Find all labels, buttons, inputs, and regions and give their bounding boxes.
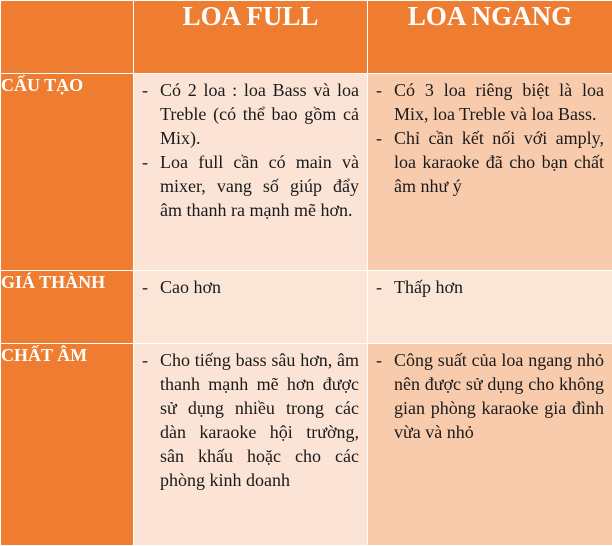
row-cau-tao [1,74,612,271]
header-corner [1,1,134,74]
list-item: - Công suất của loa ngang nhỏ nên được sử dụng cho không gian phòng karaoke gia đình vừa và nhỏ [376,348,604,444]
cell-cau-tao-full [134,74,368,271]
list-item: - Thấp hơn [376,275,604,299]
row-chat-am [1,344,612,546]
cell-chat-am-ngang [368,344,612,546]
cell-gia-thanh-ngang [368,271,612,344]
list-item: - Chỉ cần kết nối với amply, loa karaoke đã cho bạn chất âm như ý [376,126,604,198]
list-item: - Có 2 loa : loa Bass và loa Treble (có thể bao gồm cả Mix). [142,78,359,150]
list-item: - Cao hơn [142,275,359,299]
row-gia-thanh [1,271,612,344]
list-item: - Có 3 loa riêng biệt là loa Mix, loa Treble và loa Bass. [376,78,604,126]
header-row [1,1,612,74]
row-label-cau-tao: CẤU TẠO [1,74,134,271]
cell-cau-tao-ngang [368,74,612,271]
list-item: - Loa full cần có main và mixer, vang số giúp đẩy âm thanh ra mạnh mẽ hơn. [142,150,359,222]
cell-chat-am-full [134,344,368,546]
row-label-gia-thanh: GIÁ THÀNH [1,271,134,344]
row-label-chat-am: CHẤT ÂM [1,344,134,546]
header-loa-full: LOA FULL [134,1,368,74]
list-item: - Cho tiếng bass sâu hơn, âm thanh mạnh mẽ hơn được sử dụng nhiều trong các dàn karaoke hội trường, sân khấu hoặc cho các phòng kinh doanh [142,348,359,492]
cell-gia-thanh-full [134,271,368,344]
header-loa-ngang: LOA NGANG [368,1,612,74]
